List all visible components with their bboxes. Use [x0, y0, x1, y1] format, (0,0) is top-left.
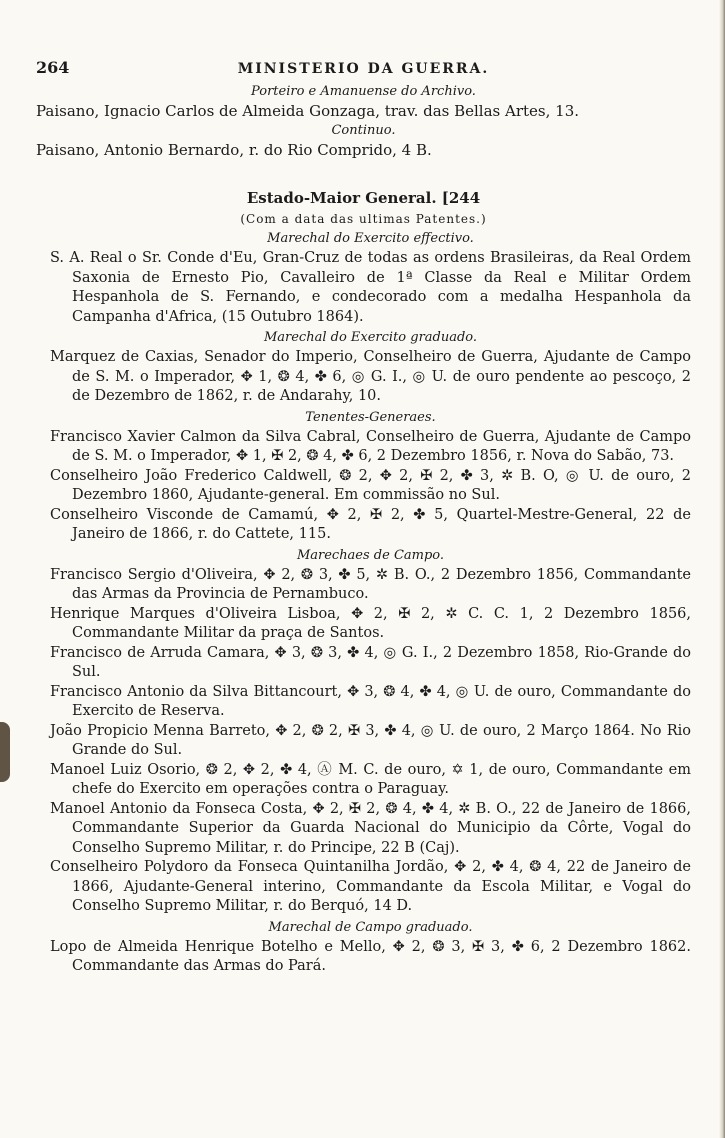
page-edge-mark: [0, 722, 10, 782]
list-item: S. A. Real o Sr. Conde d'Eu, Gran-Cruz de todas as ordens Brasileiras, da Real Ordem Saxonia de Ernesto Pio, Cavalleiro de 1ª Classe da Real e Militar Ordem Hespanhola de S. Fernando, e condecorado com a medalha Hespanhola da Campanha d'Africa, (15 Outubro 1864).: [50, 250, 691, 325]
list-item: Conselheiro João Frederico Caldwell, ❂ 2, ✥ 2, ✠ 2, ✤ 3, ✲ B. O, ◎ U. de ouro, 2 Dezembro 1860, Ajudante-general. Em commissão no Sul.: [50, 467, 691, 503]
heading-continuo: Continuo.: [331, 123, 396, 138]
section-title: Estado-Maior General. [244: [246, 189, 481, 207]
list-item: Manoel Luiz Osorio, ❂ 2, ✥ 2, ✤ 4, Ⓐ M. C. de ouro, ✡ 1, de ouro, Commandante em chefe do Exercito em operações contra o Paraguay.: [50, 761, 691, 797]
section-subtitle: (Com a data das ultimas Patentes.): [240, 212, 487, 226]
heading-porteiro: Porteiro e Amanuense do Archivo.: [251, 84, 476, 99]
rank-heading: Marechal do Exercito effectivo.: [267, 231, 474, 246]
list-item: Francisco Sergio d'Oliveira, ✥ 2, ❂ 3, ✤ 5, ✲ B. O., 2 Dezembro 1856, Commandante das Armas da Provincia de Pernambuco.: [50, 566, 691, 602]
list-item: Henrique Marques d'Oliveira Lisboa, ✥ 2, ✠ 2, ✲ C. C. 1, 2 Dezembro 1856, Commandante Militar da praça de Santos.: [50, 605, 691, 641]
rank-heading: Marechal de Campo graduado.: [268, 919, 473, 935]
rank-heading: Marechaes de Campo.: [296, 547, 445, 563]
entry-porteiro: Paisano, Ignacio Carlos de Almeida Gonzaga, trav. das Bellas Artes, 13.: [36, 102, 580, 120]
list-item: Manoel Antonio da Fonseca Costa, ✥ 2, ✠ 2, ❂ 4, ✤ 4, ✲ B. O., 22 de Janeiro de 1866, Commandante Superior da Guarda Nacional do Municipio da Côrte, Vogal do Conselho Supremo Militar, r. do Principe, 22 B (Caj).: [50, 800, 691, 856]
list-item: Conselheiro Visconde de Camamú, ✥ 2, ✠ 2, ✤ 5, Quartel-Mestre-General, 22 de Janeiro de 1866, r. do Cattete, 115.: [50, 506, 691, 542]
list-item: Francisco Xavier Calmon da Silva Cabral, Conselheiro de Guerra, Ajudante de Campo de S. M. o Imperador, ✥ 1, ✠ 2, ❂ 4, ✤ 6, 2 Dezembro 1856, r. Nova do Sabão, 73.: [50, 428, 691, 464]
list-item: João Propicio Menna Barreto, ✥ 2, ❂ 2, ✠ 3, ✤ 4, ◎ U. de ouro, 2 Março 1864. No Rio Grande do Sul.: [50, 722, 691, 758]
entry-continuo: Paisano, Antonio Bernardo, r. do Rio Comprido, 4 B.: [36, 141, 432, 159]
list-item: Conselheiro Polydoro da Fonseca Quintanilha Jordão, ✥ 2, ✤ 4, ❂ 4, 22 de Janeiro de 1866, Ajudante-General interino, Commandante da Escola Militar, e Vogal do Conselho Supremo Militar, r. do Berquó, 14 D.: [50, 859, 691, 914]
document-page: [36, 58, 691, 977]
rank-heading: Tenentes-Generaes.: [305, 409, 436, 425]
list-item: Francisco Antonio da Silva Bittancourt, ✥ 3, ❂ 4, ✤ 4, ◎ U. de ouro, Commandante do Exercito de Reserva.: [50, 683, 691, 719]
list-item: Marquez de Caxias, Senador do Imperio, Conselheiro de Guerra, Ajudante de Campo de S. M. o Imperador, ✥ 1, ❂ 4, ✤ 6, ◎ G. I., ◎ U. de ouro pendente ao pescoço, 2 de Dezembro de 1862, r. de Andarahy, 10.: [50, 349, 691, 404]
list-item: Francisco de Arruda Camara, ✥ 3, ❂ 3, ✤ 4, ◎ G. I., 2 Dezembro 1858, Rio-Grande do Sul.: [50, 644, 691, 680]
ranks-block: [50, 229, 691, 977]
page-header: [36, 58, 691, 82]
page-title: MINISTERIO DA GUERRA.: [237, 61, 490, 77]
page-number: 264: [36, 58, 70, 77]
rank-heading: Marechal do Exercito graduado.: [263, 330, 478, 345]
list-item: Lopo de Almeida Henrique Botelho e Mello, ✥ 2, ❂ 3, ✠ 3, ✤ 6, 2 Dezembro 1862. Commandante das Armas do Pará.: [50, 938, 691, 974]
book-spine-shadow: [719, 0, 725, 1138]
